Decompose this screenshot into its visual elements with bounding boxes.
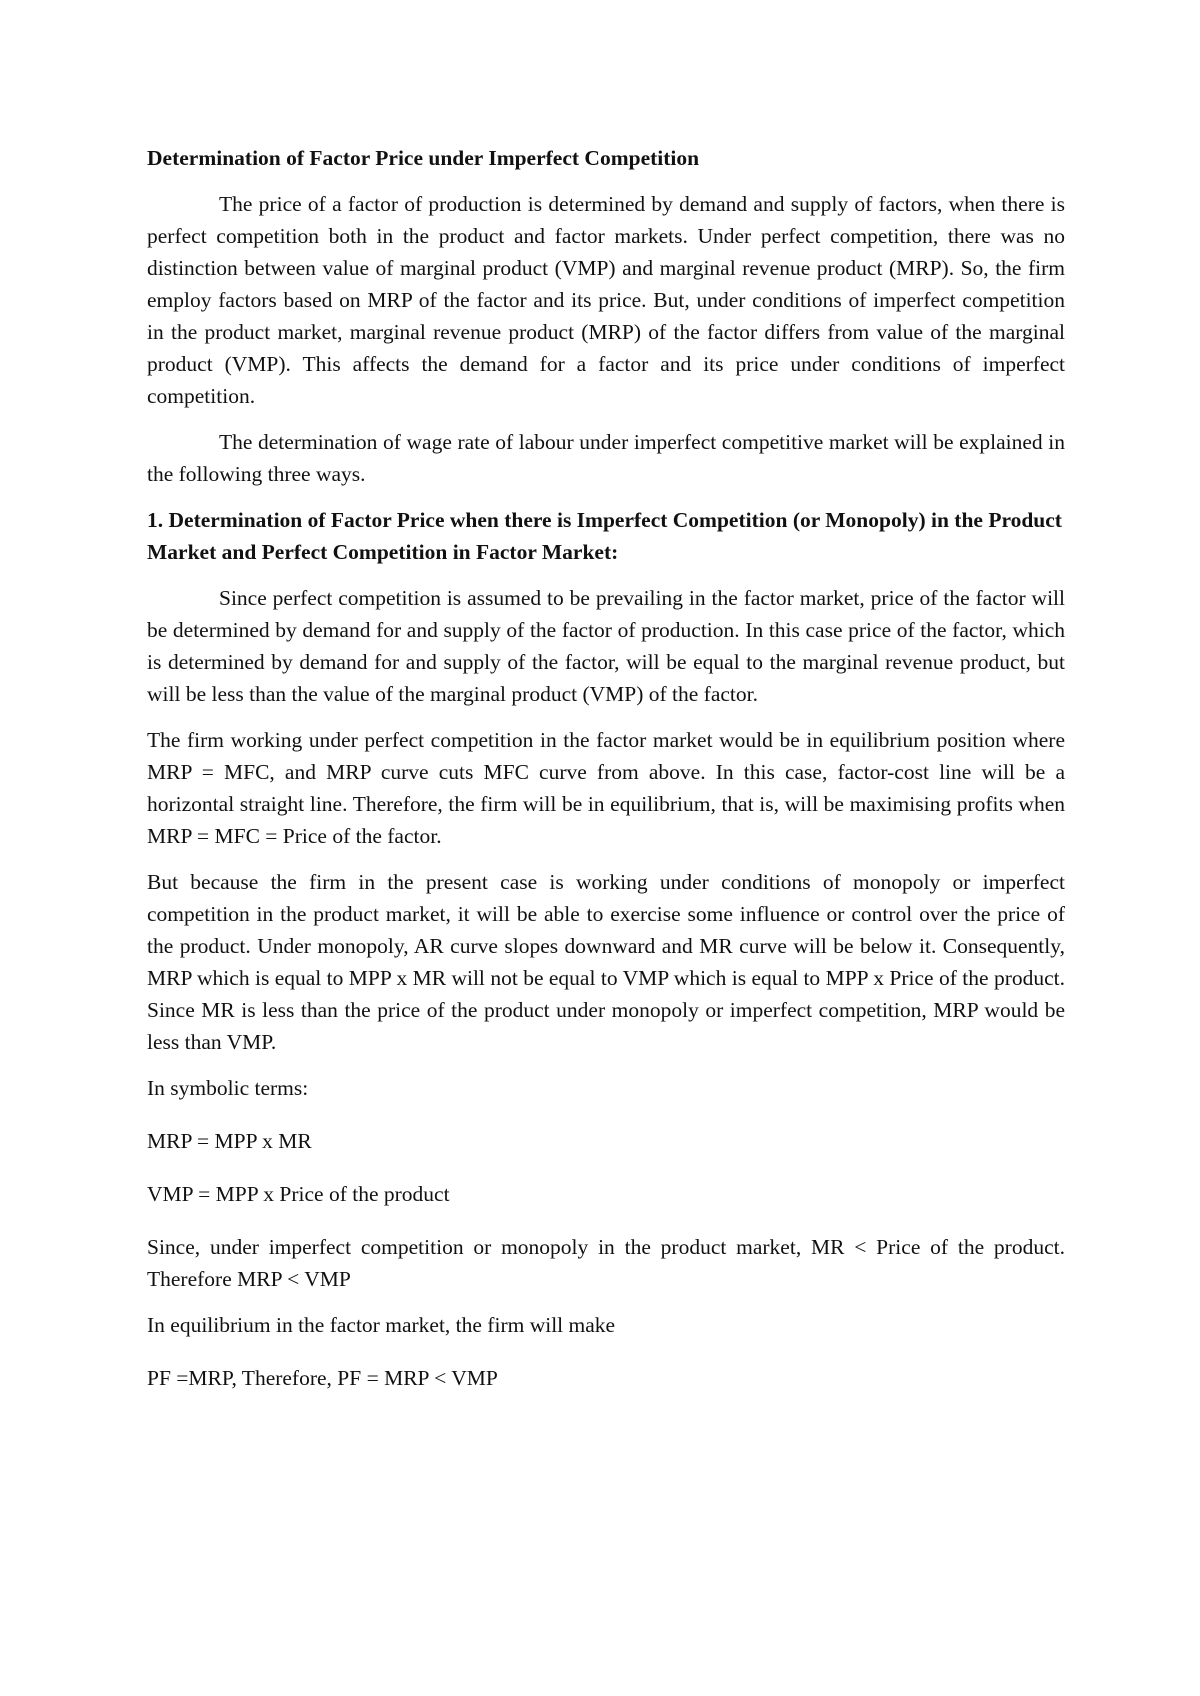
- section-1-paragraph-3: But because the firm in the present case is working under conditions of monopoly or imperfect competition in the product market, it will be able to exercise some influence or control over the price of the product. Under monopoly, AR curve slopes downward and MR curve will be below it. Consequently, MRP which is equal to MPP x MR will not be equal to VMP which is equal to MPP x Price of the product. Since MR is less than the price of the product under monopoly or imperfect competition, MRP would be less than VMP.: [147, 870, 1065, 1054]
- final-formula: PF =MRP, Therefore, PF = MRP < VMP: [147, 1366, 498, 1390]
- ways-paragraph: The determination of wage rate of labour under imperfect competitive market will be explained in the following three ways.: [147, 430, 1065, 486]
- section-1-paragraph-2: The firm working under perfect competition in the factor market would be in equilibrium position where MRP = MFC, and MRP curve cuts MFC curve from above. In this case, factor-cost line will be a horizontal straight line. Therefore, the firm will be in equilibrium, that is, will be maximising profits when MRP = MFC = Price of the factor.: [147, 728, 1065, 848]
- section-1-heading: 1. Determination of Factor Price when there is Imperfect Competition (or Monopoly) in the Product Market and Perfect Competition in Factor Market:: [147, 508, 1062, 564]
- formula-mrp: MRP = MPP x MR: [147, 1129, 312, 1153]
- document-title: Determination of Factor Price under Imperfect Competition: [147, 146, 700, 170]
- equilibrium-line: In equilibrium in the factor market, the firm will make: [147, 1313, 616, 1337]
- since-paragraph: Since, under imperfect competition or monopoly in the product market, MR < Price of the product. Therefore MRP < VMP: [147, 1235, 1065, 1291]
- document-page: [147, 142, 1065, 1415]
- intro-paragraph: The price of a factor of production is determined by demand and supply of factors, when there is perfect competition both in the product and factor markets. Under perfect competition, there was no distinction between value of marginal product (VMP) and marginal revenue product (MRP). So, the firm employ factors based on MRP of the factor and its price. But, under conditions of imperfect competition in the product market, marginal revenue product (MRP) of the factor differs from value of the marginal product (VMP). This affects the demand for a factor and its price under conditions of imperfect competition.: [147, 192, 1065, 408]
- formula-vmp: VMP = MPP x Price of the product: [147, 1182, 450, 1206]
- symbolic-terms-intro: In symbolic terms:: [147, 1076, 309, 1100]
- section-1-paragraph-1: Since perfect competition is assumed to be prevailing in the factor market, price of the factor will be determined by demand for and supply of the factor of production. In this case price of the factor, which is determined by demand for and supply of the factor, will be equal to the marginal revenue product, but will be less than the value of the marginal product (VMP) of the factor.: [147, 586, 1065, 706]
